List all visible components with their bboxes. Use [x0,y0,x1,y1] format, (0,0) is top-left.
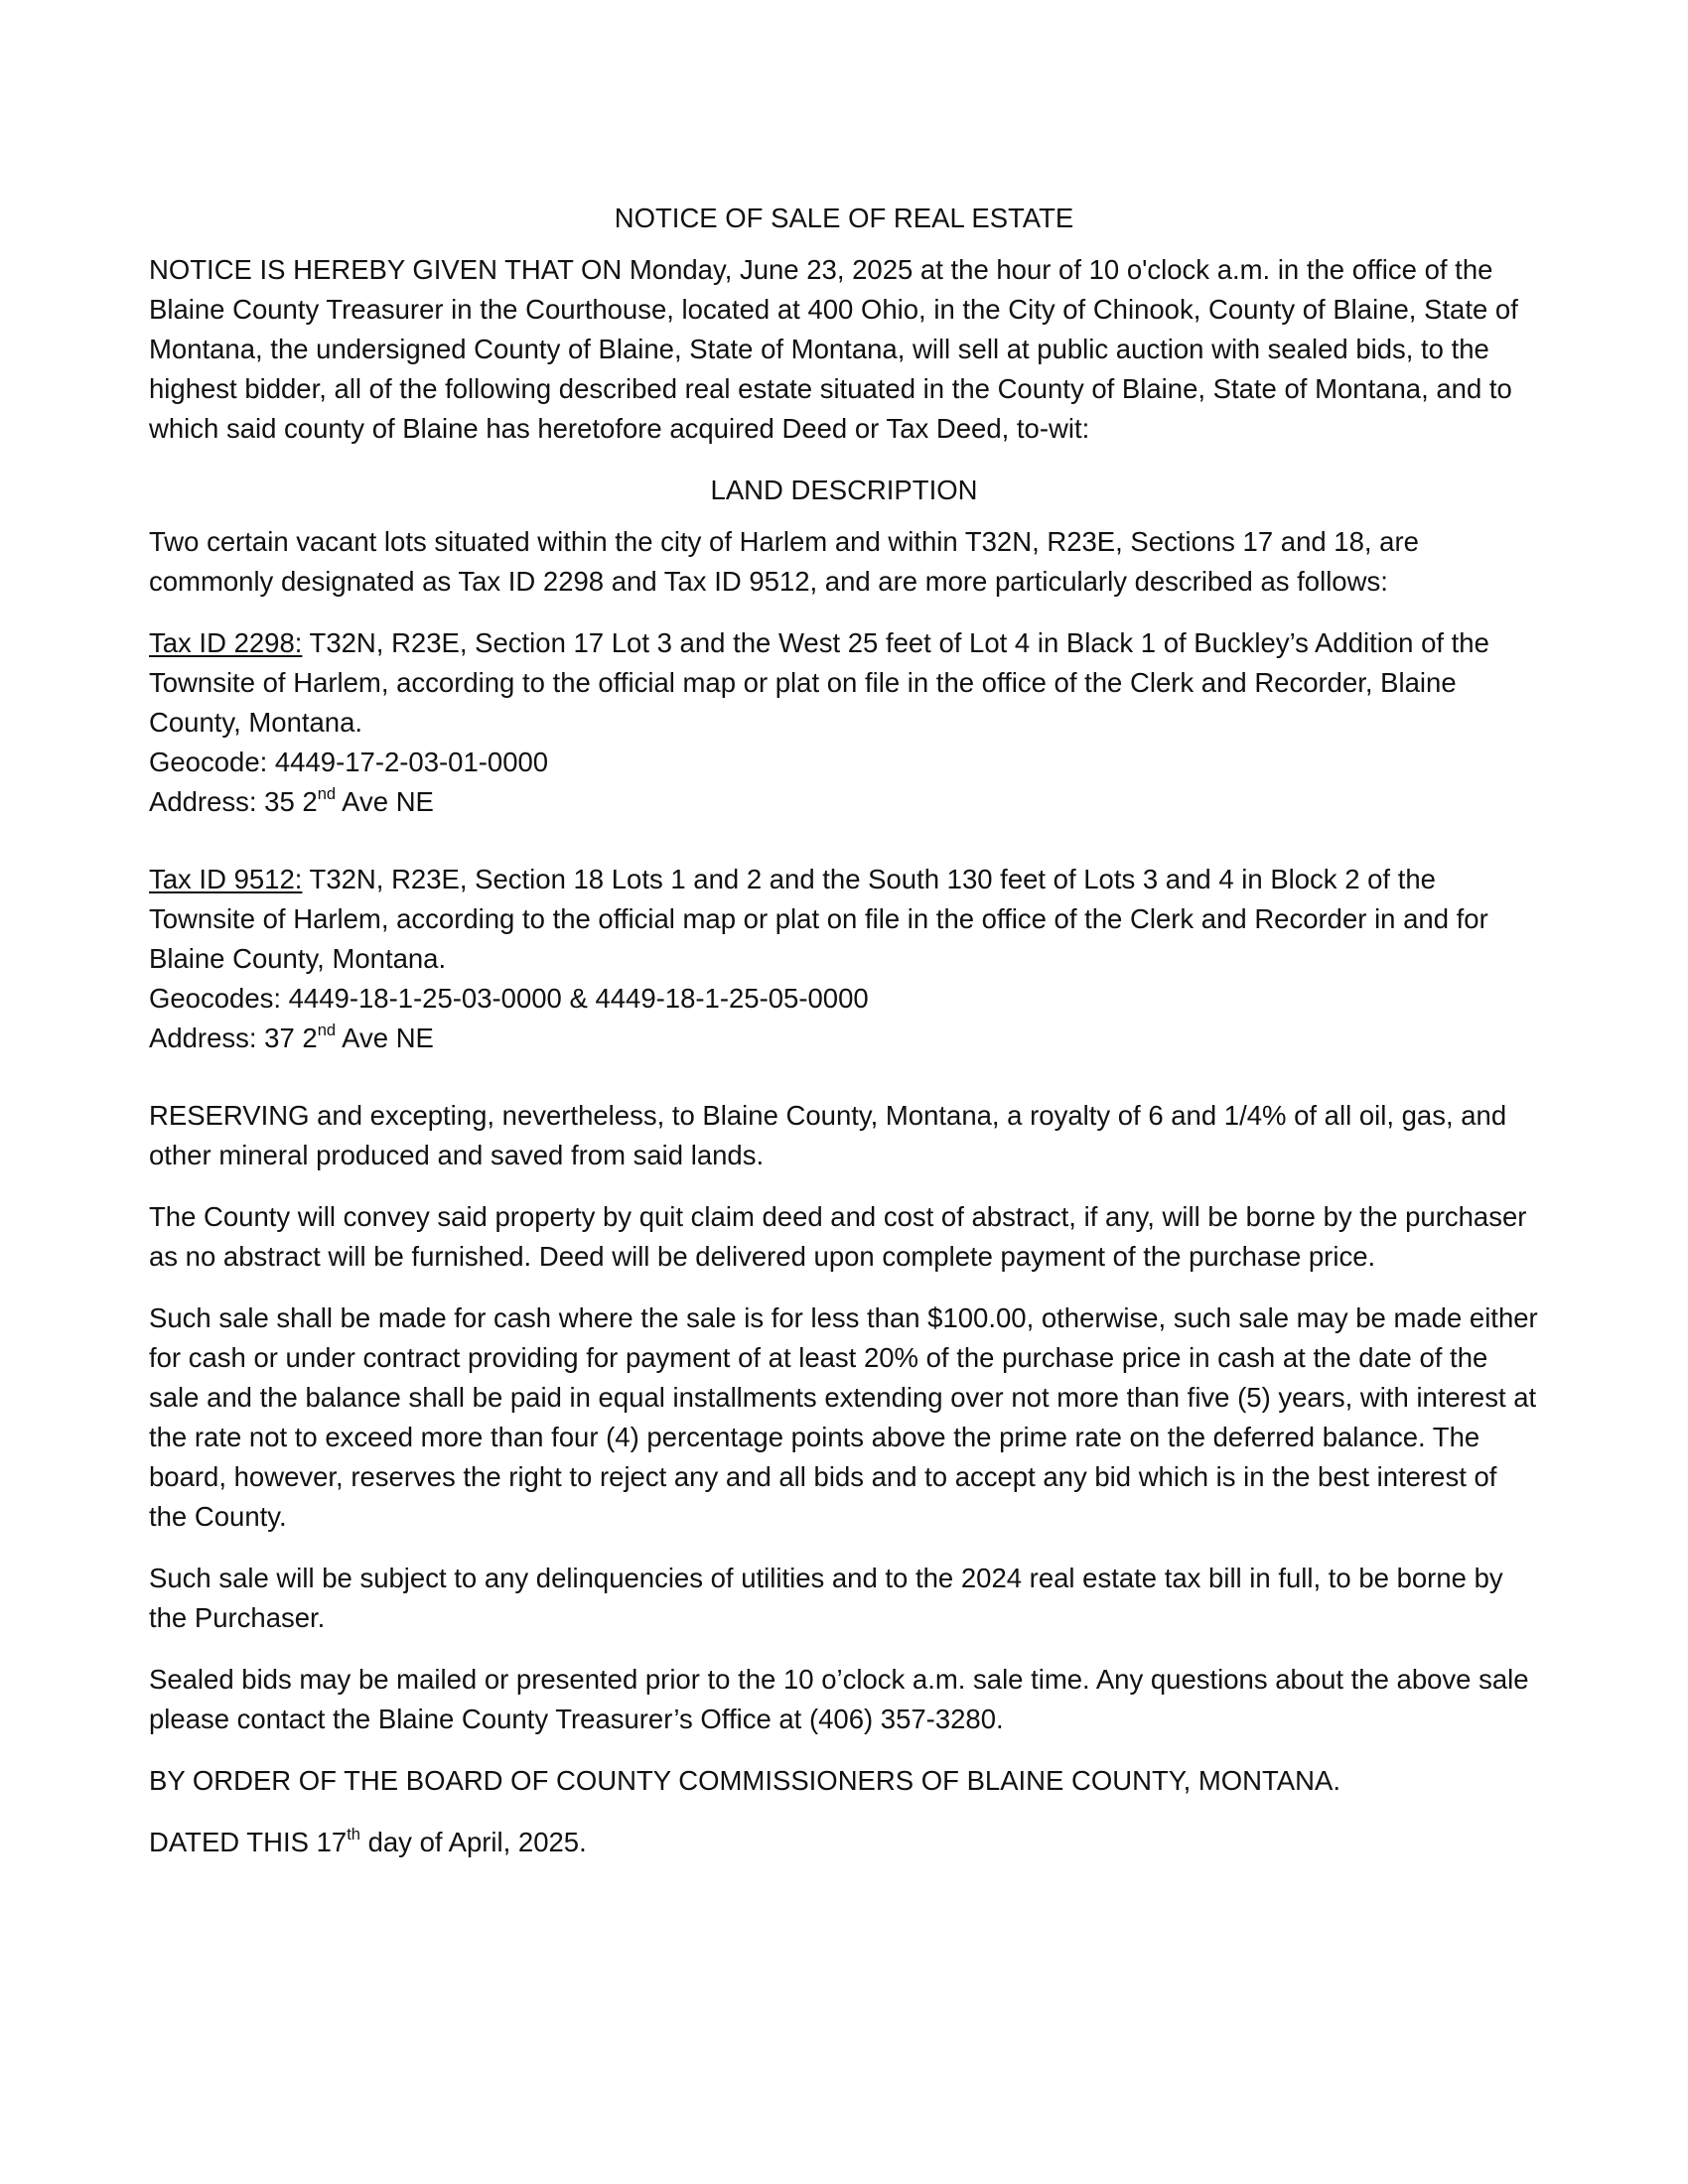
parcel-9512-address [149,1019,1539,1058]
reserving-paragraph: RESERVING and excepting, nevertheless, to Blaine County, Montana, a royalty of 6 and 1/4% of all oil, gas, and other mineral produced and saved from said lands. [149,1100,1507,1170]
parcel-2298-label: Tax ID 2298: [149,627,303,658]
land-description-heading: LAND DESCRIPTION [710,475,978,505]
parcel-9512-address-suffix: Ave NE [336,1023,434,1053]
convey-paragraph: The County will convey said property by quit claim deed and cost of abstract, if any, will be borne by the purchaser as no abstract will be furnished. Deed will be delivered upon complete payment of the purchase price. [149,1201,1527,1272]
parcel-9512-address-prefix: Address: 37 2 [149,1023,318,1053]
intro-paragraph: NOTICE IS HEREBY GIVEN THAT ON Monday, June 23, 2025 at the hour of 10 o'clock a.m. in the office of the Blaine County Treasurer in the Courthouse, located at 400 Ohio, in the City of Chinook, County of Blaine, State of Montana, the undersigned County of Blaine, State of Montana, will sell at public auction with sealed bids, to the highest bidder, all of the following described real estate situated in the County of Blaine, State of Montana, and to which said county of Blaine has heretofore acquired Deed or Tax Deed, to-wit: [149,254,1518,444]
parcel-9512 [149,860,1539,1058]
parcel-2298 [149,623,1539,822]
land-intro-paragraph: Two certain vacant lots situated within the city of Harlem and within T32N, R23E, Sections 17 and 18, are commonly designated as Tax ID 2298 and Tax ID 9512, and are more particularly described as follows: [149,526,1419,597]
spacer [149,822,1539,860]
parcel-2298-geocode: Geocode: 4449-17-2-03-01-0000 [149,747,549,777]
dated-prefix: DATED THIS 17 [149,1827,348,1857]
parcel-2298-address [149,782,1539,822]
dated-suffix: day of April, 2025. [359,1827,587,1857]
parcel-2298-address-sup: nd [317,785,337,804]
parcel-9512-text: T32N, R23E, Section 18 Lots 1 and 2 and the South 130 feet of Lots 3 and 4 in Block 2 of the Townsite of Harlem, according to the official map or plat on file in the office of the Clerk and Recorder in and for Blaine County, Montana. [149,864,1488,974]
parcel-2298-text: T32N, R23E, Section 17 Lot 3 and the West 25 feet of Lot 4 in Black 1 of Buckley’s Addition of the Townsite of Harlem, according to the official map or plat on file in the office of the Clerk and Recorder, Blaine County, Montana. [149,627,1489,738]
spacer [149,1058,1539,1096]
parcel-2298-description [149,623,1539,743]
parcel-2298-address-prefix: Address: 35 2 [149,786,318,817]
order-paragraph: BY ORDER OF THE BOARD OF COUNTY COMMISSIONERS OF BLAINE COUNTY, MONTANA. [149,1765,1340,1796]
delinquencies-paragraph: Such sale will be subject to any delinquencies of utilities and to the 2024 real estate tax bill in full, to be borne by the Purchaser. [149,1563,1503,1633]
parcel-9512-address-sup: nd [317,1022,337,1040]
parcel-9512-description [149,860,1539,979]
dated-paragraph [149,1823,1539,1862]
notice-document [149,199,1539,1884]
dated-sup: th [347,1826,360,1844]
parcel-2298-address-suffix: Ave NE [336,786,434,817]
parcel-9512-label: Tax ID 9512: [149,864,303,894]
terms-paragraph: Such sale shall be made for cash where the sale is for less than $100.00, otherwise, such sale may be made either for cash or under contract providing for payment of at least 20% of the purchase price in cash at the date of the sale and the balance shall be paid in equal installments extending over not more than five (5) years, with interest at the rate not to exceed more than four (4) percentage points above the prime rate on the deferred balance. The board, however, reserves the right to reject any and all bids and to accept any bid which is in the best interest of the County. [149,1302,1538,1532]
sealed-bids-paragraph: Sealed bids may be mailed or presented prior to the 10 o’clock a.m. sale time. Any questions about the above sale please contact the Blaine County Treasurer’s Office at (406) 357-3280. [149,1664,1529,1734]
parcel-9512-geocode: Geocodes: 4449-18-1-25-03-0000 & 4449-18-1-25-05-0000 [149,983,869,1014]
document-title: NOTICE OF SALE OF REAL ESTATE [614,203,1074,233]
